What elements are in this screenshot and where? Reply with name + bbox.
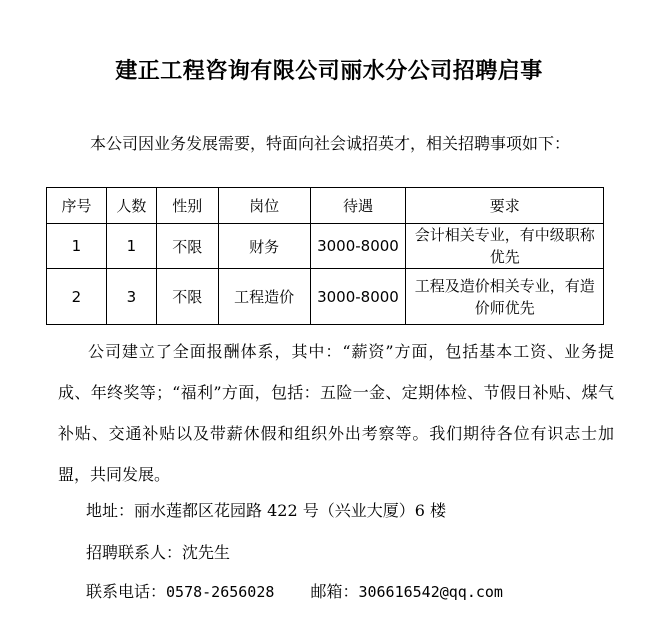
contact-info-line [86, 579, 503, 602]
cell-count: 1 [106, 224, 156, 269]
header-position: 岗位 [218, 188, 310, 224]
cell-position: 财务 [218, 224, 310, 269]
email-address: 306616542@qq.com [358, 583, 503, 601]
cell-requirements: 工程及造价相关专业，有造价师优先 [406, 269, 604, 325]
cell-gender: 不限 [156, 224, 218, 269]
benefits-paragraph: 公司建立了全面报酬体系，其中：“薪资”方面，包括基本工资、业务提成、年终奖等；“福利”方面，包括：五险一金、定期体检、节假日补贴、煤气补贴、交通补贴以及带薪休假和组织外出考察等。我们期待各位有识志士加盟，共同发展。 [58, 342, 614, 484]
cell-position: 工程造价 [218, 269, 310, 325]
page-title: 建正工程咨询有限公司丽水分公司招聘启事 [115, 59, 543, 84]
email-label: 邮箱： [310, 582, 359, 601]
header-requirements: 要求 [406, 188, 604, 224]
recruitment-table [46, 187, 604, 325]
header-count: 人数 [106, 188, 156, 224]
address-line: 地址：丽水莲都区花园路 422 号（兴业大厦）6 楼 [86, 501, 446, 520]
header-gender: 性别 [156, 188, 218, 224]
cell-salary: 3000-8000 [310, 224, 406, 269]
table-header-row [47, 188, 604, 224]
table-row [47, 224, 604, 269]
cell-index: 1 [47, 224, 107, 269]
cell-requirements: 会计相关专业，有中级职称优先 [406, 224, 604, 269]
phone-label: 联系电话： [86, 582, 167, 601]
phone-number: 0578-2656028 [166, 583, 275, 601]
cell-count: 3 [106, 269, 156, 325]
header-salary: 待遇 [310, 188, 406, 224]
cell-gender: 不限 [156, 269, 218, 325]
contact-person-line: 招聘联系人：沈先生 [86, 543, 231, 562]
cell-salary: 3000-8000 [310, 269, 406, 325]
cell-index: 2 [47, 269, 107, 325]
table-row [47, 269, 604, 325]
intro-paragraph: 本公司因业务发展需要，特面向社会诚招英才，相关招聘事项如下： [90, 134, 571, 153]
header-index: 序号 [47, 188, 107, 224]
